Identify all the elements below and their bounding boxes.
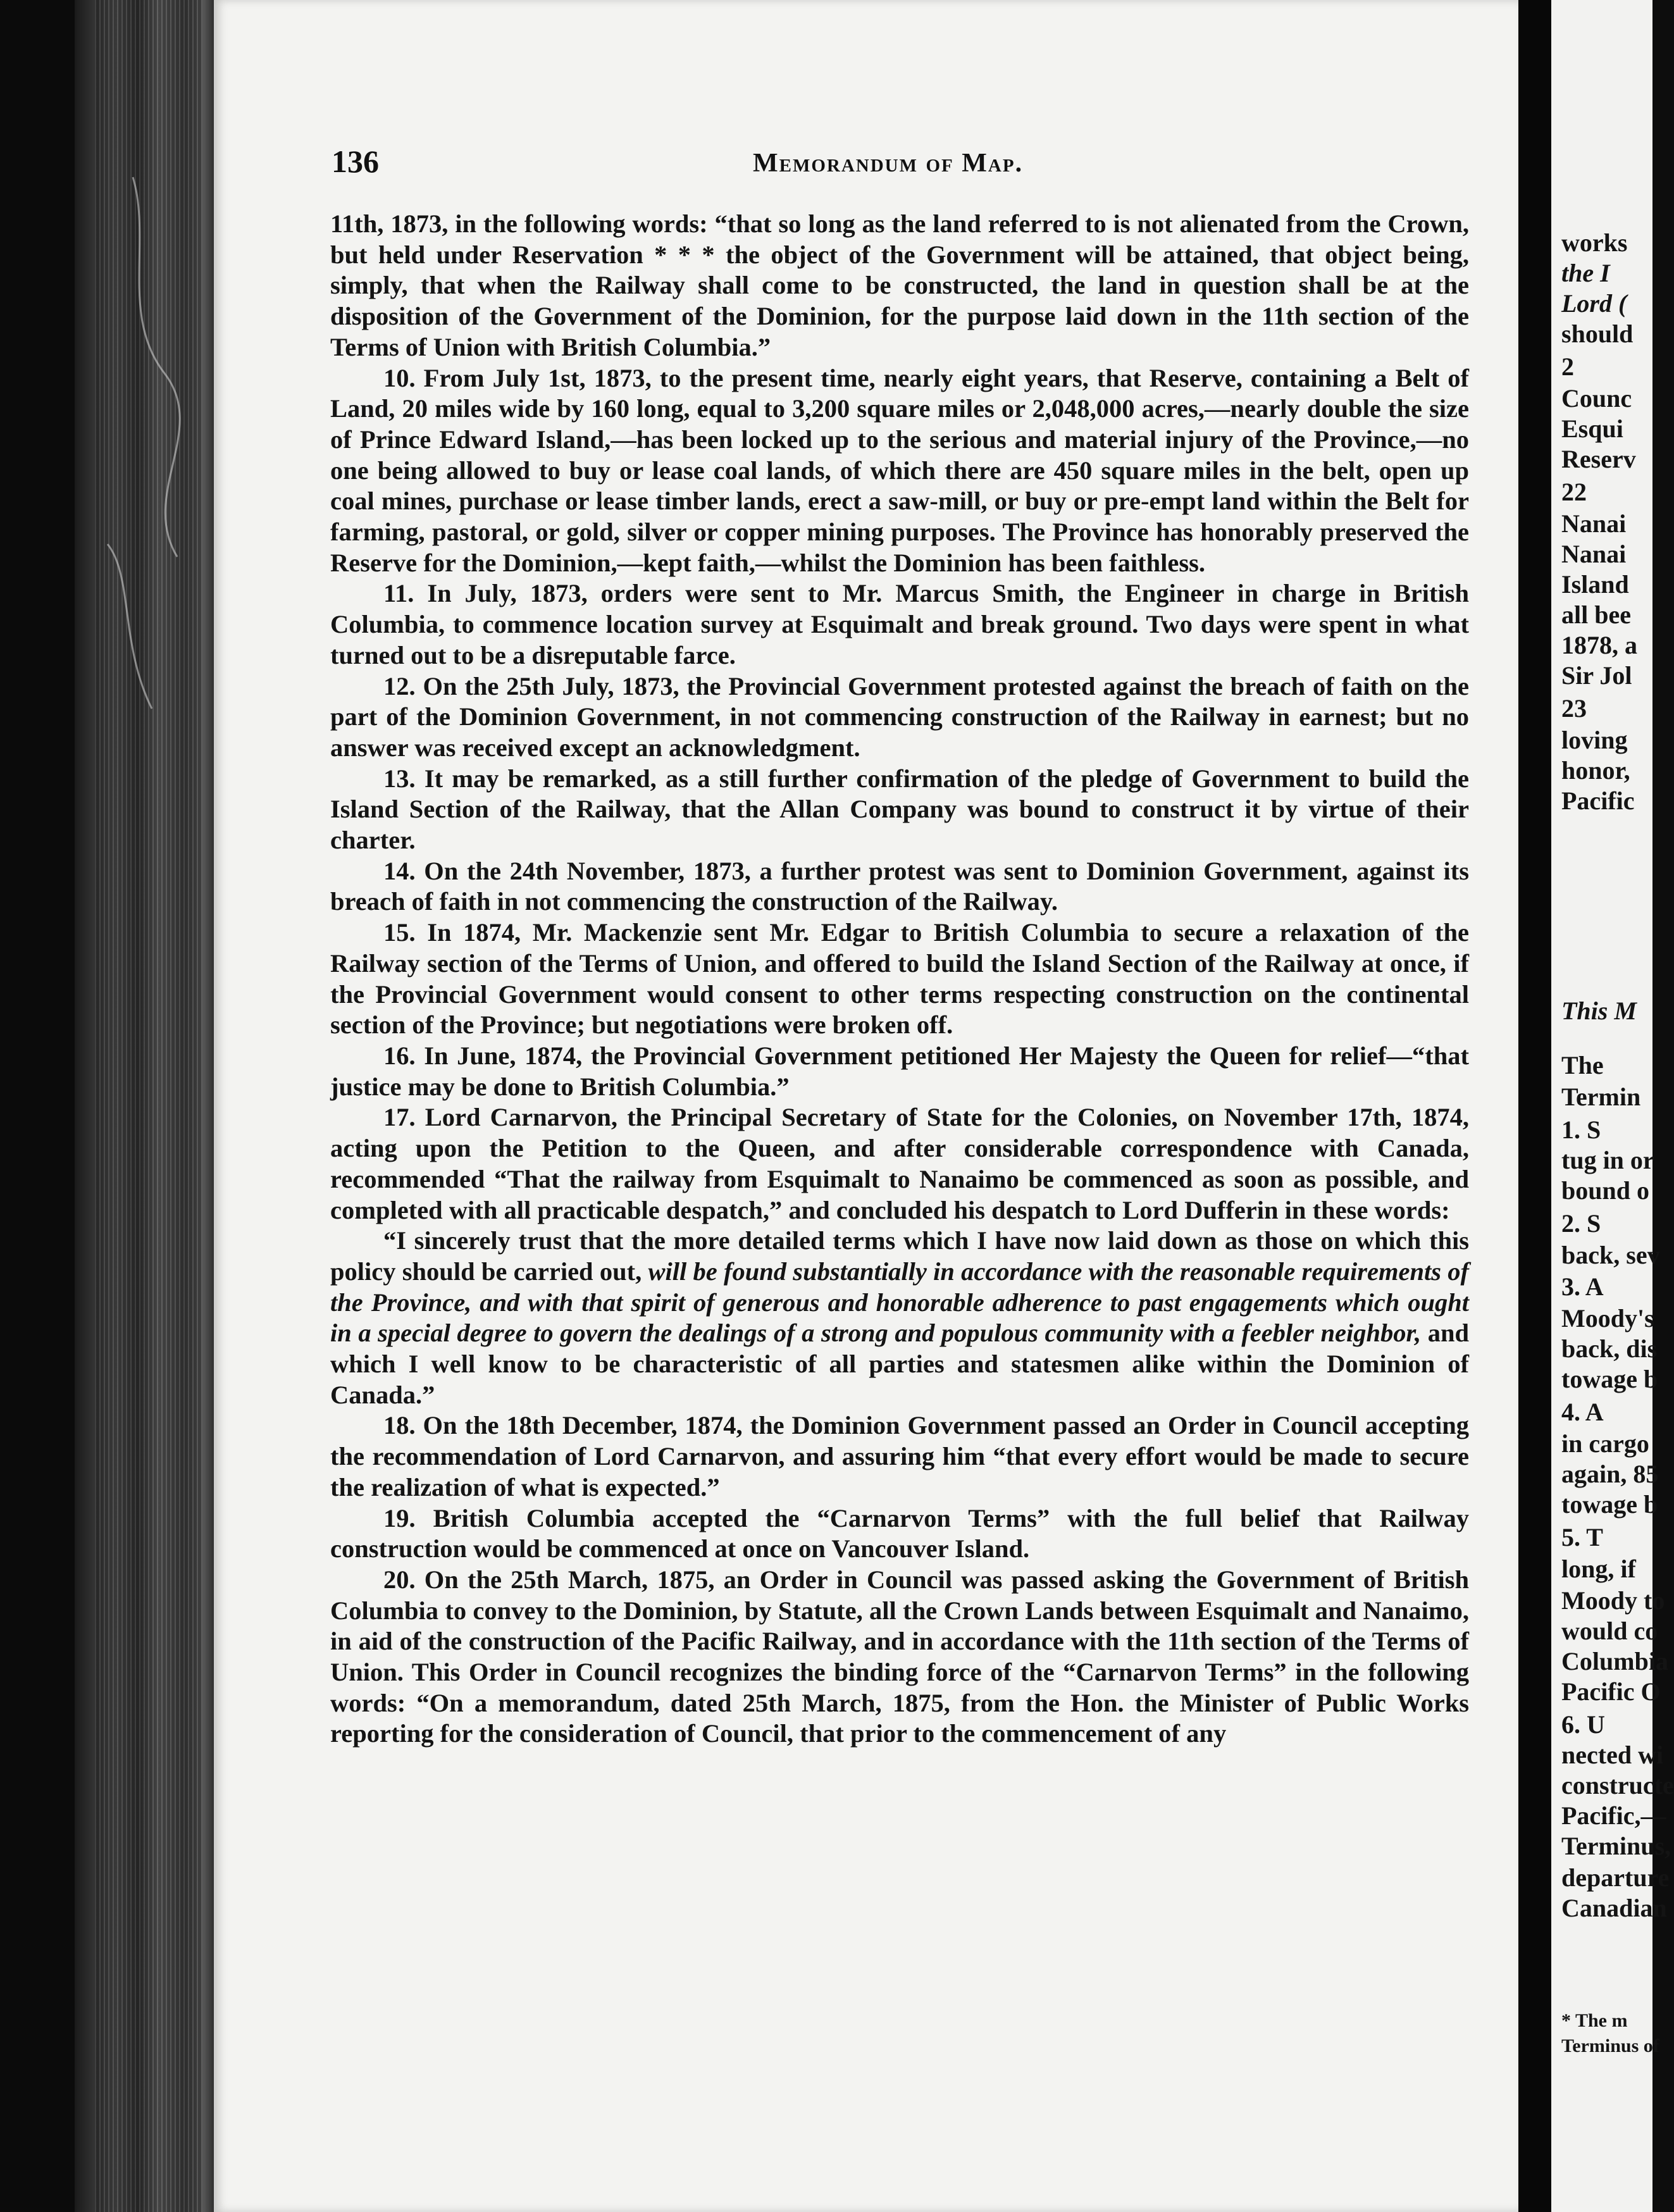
right-page-line: Counc (1561, 384, 1632, 413)
right-page-line: Canadian (1561, 1894, 1667, 1922)
paragraph-16: 16. In June, 1874, the Provincial Government petitioned Her Majesty the Queen for relief—“that justice may be done to British Columbia.” (330, 1041, 1469, 1101)
quote-roman-start: “I sincerely trust that the more detailed terms which I have now laid down as those on which this policy should be carried out, (330, 1226, 1469, 1286)
right-page-line: tug in or (1561, 1146, 1654, 1174)
quote-italic: will be found substantially in accordance with the reasonable requirements of the Province, and with that spirit of generous and honorable adherence to past engagements which ought in a special degree to govern the dealings of a strong and populous community with a feebler neighbor, (330, 1257, 1469, 1348)
paragraph-17: 17. Lord Carnarvon, the Principal Secretary of State for the Colonies, on November 17th, 1874, acting upon the Petition to the Queen, and after considerable correspondence with Canada, recommended “That the railway from Esquimalt to Nanaimo be commenced as soon as possible, and completed with all practicable despatch,” and concluded his despatch to Lord Dufferin in these words: (330, 1103, 1469, 1224)
right-page-line: all bee (1561, 600, 1631, 629)
right-page-line: towage b (1561, 1365, 1658, 1393)
right-page-line: Termin (1561, 1083, 1641, 1111)
right-page-line: Moody to (1561, 1586, 1665, 1615)
right-page-line: back, dis (1561, 1334, 1658, 1363)
right-page-line: Reserv (1561, 445, 1636, 473)
paragraph-13: 13. It may be remarked, as a still further confirmation of the pledge of Government to build the Island Section of the Railway, that the Allan Company was bound to construct it by virtue of their charter. (330, 764, 1469, 855)
body-text (330, 209, 1469, 1749)
right-page-line: 4. A (1561, 1398, 1604, 1426)
right-page-line: constructe (1561, 1771, 1674, 1799)
right-page-line: Island (1561, 570, 1629, 599)
right-page-line: 1. S (1561, 1115, 1601, 1144)
right-page-line: 1878, a (1561, 631, 1637, 659)
right-page-line: 2. S (1561, 1209, 1601, 1238)
paragraph-18: 18. On the 18th December, 1874, the Dominion Government passed an Order in Council accepting the recommendation of Lord Carnarvon, and assuring him “that every effort would be made to secure the realization of what is expected.” (330, 1411, 1469, 1501)
right-page-line: Pacific (1561, 786, 1635, 815)
right-page-line: Terminus of (1561, 2035, 1659, 2056)
page-number: 136 (332, 144, 379, 179)
paragraph-12: 12. On the 25th July, 1873, the Provincial Government protested against the breach of faith on the part of the Dominion Government, in not commencing construction of the Railway in earnest; but no answer was received except an acknowledgment. (330, 671, 1469, 762)
paragraph-15: 15. In 1874, Mr. Mackenzie sent Mr. Edgar to British Columbia to secure a relaxation of the Railway section of the Terms of Union, and offered to build the Island Section of the Railway at once, if the Provincial Government would consent to other terms respecting construction on the continental section of the Province; but negotiations were broken off. (330, 918, 1469, 1040)
paragraph-11: 11. In July, 1873, orders were sent to Mr. Marcus Smith, the Engineer in charge in British Columbia, to commence location survey at Esquimalt and break ground. Two days were spent in what turned out to be a disreputable farce. (330, 579, 1469, 669)
right-page-line: again, 85 (1561, 1460, 1659, 1488)
right-page-line: long, if (1561, 1555, 1636, 1583)
right-page-line: honor, (1561, 756, 1630, 785)
right-page-line: the I (1561, 259, 1610, 287)
right-page-line: 5. T (1561, 1523, 1603, 1551)
right-page-line: 6. U (1561, 1710, 1605, 1739)
right-page-line: nected wi (1561, 1741, 1664, 1769)
page-gutter (1518, 0, 1551, 2212)
paragraph-continued: 11th, 1873, in the following words: “that so long as the land referred to is not alienated from the Crown, but held under Reservation * * * the object of the Government will be attained, that object being, simply, that when the Railway shall come to be constructed, the land in question shall be at the disposition of the Government of the Dominion, for the purpose laid down in the 11th section of the Terms of Union with British Columbia.” (330, 209, 1469, 361)
right-page-line: works (1561, 228, 1628, 257)
right-page-line: back, sev (1561, 1241, 1660, 1269)
block-quote (330, 1226, 1469, 1410)
right-page-line: towage b (1561, 1490, 1658, 1519)
right-page-line: Nanai (1561, 540, 1627, 568)
running-head: Memorandum of Map. (753, 149, 1024, 178)
paragraph-19: 19. British Columbia accepted the “Carnarvon Terms” with the full belief that Railway construction would be commenced at once on Vancouver Island. (330, 1503, 1469, 1563)
right-page-line: 22 (1561, 478, 1587, 506)
right-page-line: * The m (1561, 2010, 1628, 2031)
marginal-pen-mark (95, 165, 196, 734)
right-page-line: The (1561, 1051, 1604, 1079)
right-page-line: 3. A (1561, 1272, 1604, 1301)
right-page-line: would co (1561, 1617, 1658, 1645)
right-page-line: loving (1561, 726, 1628, 754)
paragraph-10: 10. From July 1st, 1873, to the present time, nearly eight years, that Reserve, containing a Belt of Land, 20 miles wide by 160 long, equal to 3,200 square miles or 2,048,000 acres,—nearly double the size of Prince Edward Island,—has been locked up to the serious and material injury of the Province,—no one being allowed to buy or lease coal lands, of which there are 450 square miles in the belt, open up coal mines, purchase or lease timber lands, erect a saw-mill, or buy or pre-empt land within the Belt for farming, pastoral, or gold, silver or copper mining purposes. The Province has honorably preserved the Reserve for the Dominion,—kept faith,—whilst the Dominion has been faithless. (330, 363, 1469, 577)
right-page-line: Columbia (1561, 1647, 1668, 1675)
right-page-line: This M (1561, 997, 1637, 1025)
right-page-line: Moody's (1561, 1304, 1654, 1333)
quote-roman-end: and which I well know to be characteristic of all parties and statesmen alike within the Dominion of Canada.” (330, 1319, 1469, 1409)
right-page-line: in cargo (1561, 1429, 1649, 1458)
right-page-line: 2 (1561, 352, 1574, 381)
right-page-line: Pacific O (1561, 1677, 1661, 1706)
right-page-line: Lord ( (1561, 289, 1627, 318)
right-page-line: Esqui (1561, 414, 1623, 443)
right-page-line: should (1561, 320, 1634, 348)
paragraph-20: 20. On the 25th March, 1875, an Order in Council was passed asking the Government of British Columbia to convey to the Dominion, by Statute, all the Crown Lands between Esquimalt and Nanaimo, in aid of the construction of the Pacific Railway, and in accordance with the 11th section of the Terms of Union. This Order in Council recognizes the binding force of the “Carnarvon Terms” in the following words: “On a memorandum, dated 25th March, 1875, from the Hon. the Minister of Public Works reporting for the consideration of Council, that prior to the commencement of any (330, 1565, 1469, 1748)
right-page-line: Pacific,— (1561, 1801, 1666, 1830)
right-page-line: bound o (1561, 1176, 1649, 1205)
paragraph-14: 14. On the 24th November, 1873, a further protest was sent to Dominion Government, against its breach of faith in not commencing the construction of the Railway. (330, 856, 1469, 916)
right-page-line: Terminus, (1561, 1832, 1671, 1860)
right-page-line: 23 (1561, 694, 1587, 723)
right-page-line: Nanai (1561, 509, 1627, 538)
right-page-line: departure (1561, 1863, 1670, 1892)
right-page-line: Sir Jol (1561, 661, 1632, 690)
